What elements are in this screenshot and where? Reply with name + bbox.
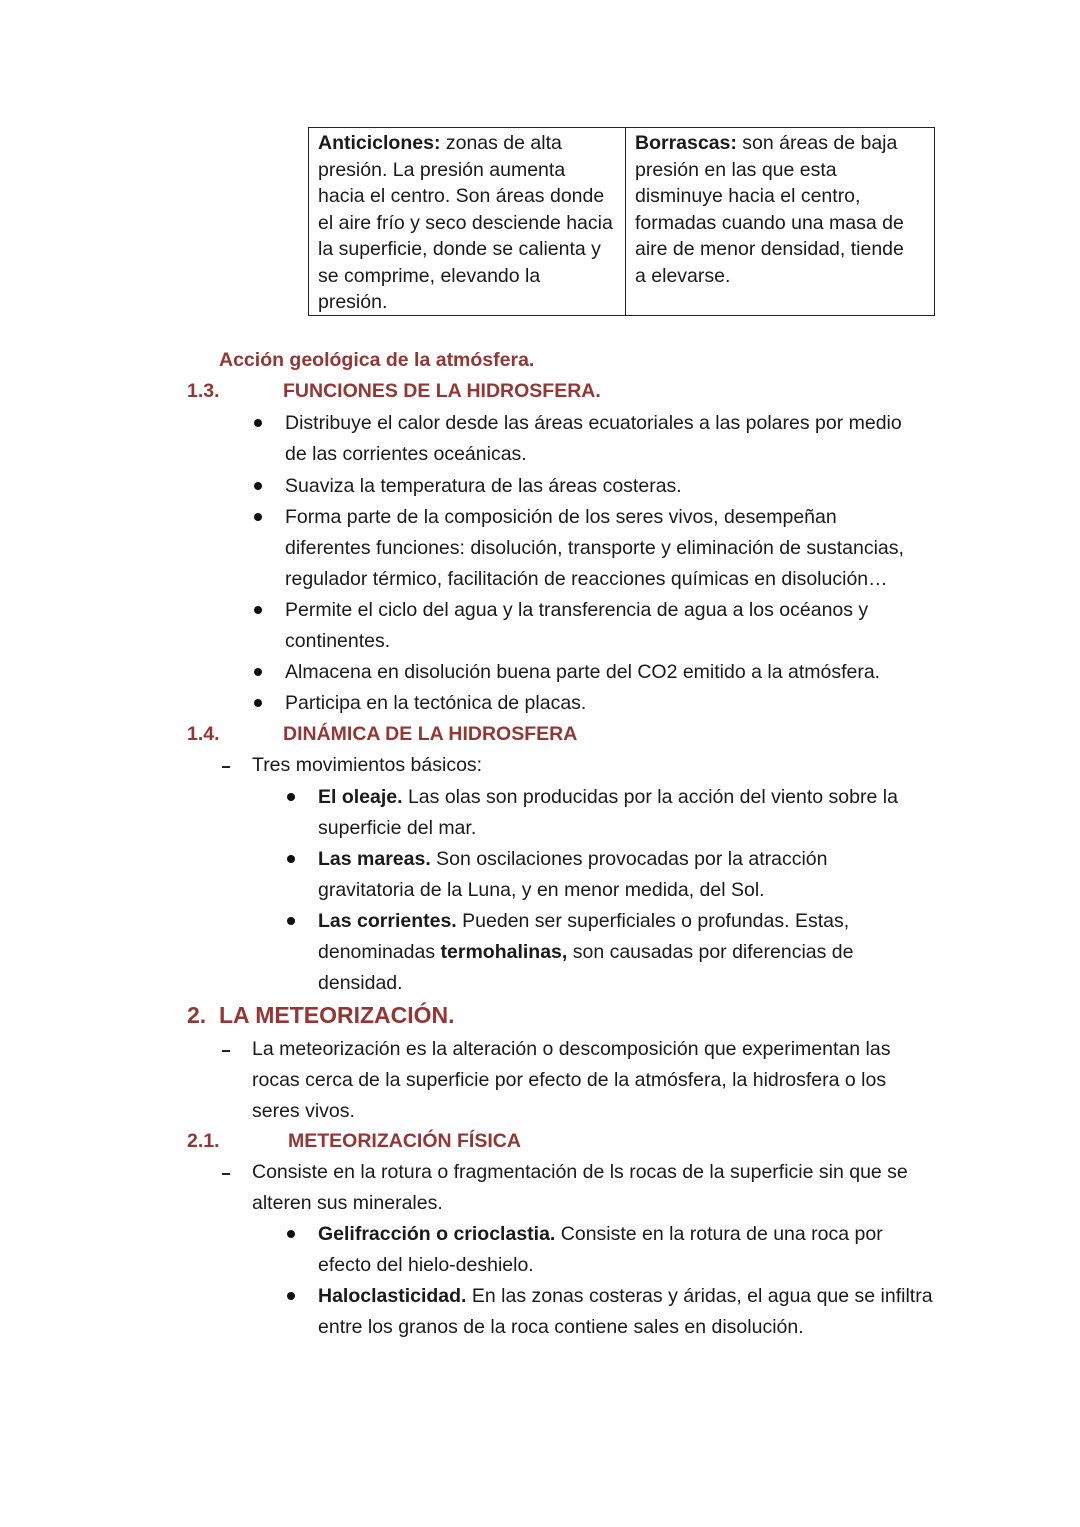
- heading-meteorizacion-fisica: METEORIZACIÓN FÍSICA: [288, 1130, 521, 1152]
- list-item: Participa en la tectónica de placas.: [285, 692, 587, 714]
- list-item-haloclasticidad: [318, 1283, 933, 1309]
- list-item-cont: superficie del mar.: [318, 817, 477, 839]
- text-line: hacia el centro. Son áreas donde: [318, 185, 605, 207]
- text-line: son áreas de baja: [736, 132, 898, 154]
- list-item-cont: [318, 939, 854, 965]
- text-line: presión en las que esta: [635, 158, 837, 181]
- paragraph-line: Consiste en la rotura o fragmentación de ls rocas de la superficie sin que se: [252, 1161, 908, 1183]
- list-item: Permite el ciclo del agua y la transferencia de agua a los océanos y: [285, 599, 869, 621]
- list-item-oleaje: [318, 784, 898, 810]
- text-line: se comprime, elevando la: [318, 264, 541, 287]
- section-number-1-4: 1.4.: [187, 723, 220, 745]
- dash-icon: [222, 1050, 230, 1052]
- text: son causadas por diferencias de: [567, 941, 854, 963]
- paragraph-line: rocas cerca de la superficie por efecto de la atmósfera, la hidrosfera o los: [252, 1069, 887, 1091]
- paragraph-line: La meteorización es la alteración o descomposición que experimentan las: [252, 1038, 891, 1060]
- list-item-mareas: [318, 846, 827, 872]
- list-item-gelifraccion: [318, 1221, 883, 1247]
- list-item-corrientes: [318, 908, 849, 934]
- heading-funciones-hidrosfera: FUNCIONES DE LA HIDROSFERA.: [283, 380, 601, 402]
- text-line: aire de menor densidad, tiende: [635, 238, 904, 260]
- list-item-cont: regulador térmico, facilitación de reacciones químicas en disolución…: [285, 568, 888, 590]
- text-line: presión. La presión aumenta: [318, 158, 566, 181]
- bullet-icon: [287, 917, 295, 925]
- bullet-icon: [254, 482, 262, 490]
- bullet-icon: [254, 606, 262, 614]
- list-item: Almacena en disolución buena parte del CO2 emitido a la atmósfera.: [285, 661, 881, 683]
- term: Haloclasticidad.: [318, 1285, 467, 1307]
- list-item-cont: continentes.: [285, 630, 391, 652]
- list-item: Distribuye el calor desde las áreas ecuatoriales a las polares por medio: [285, 412, 902, 434]
- bullet-icon: [254, 668, 262, 676]
- dash-icon: [222, 1173, 230, 1175]
- term-borrascas: Borrascas:: [635, 132, 737, 154]
- paragraph-line: alteren sus minerales.: [252, 1192, 443, 1214]
- term: Las corrientes.: [318, 910, 457, 932]
- bullet-icon: [287, 793, 295, 801]
- term-anticiclones: Anticiclones:: [318, 132, 441, 154]
- section-number-2-1: 2.1.: [187, 1130, 220, 1152]
- bullet-icon: [287, 1230, 295, 1238]
- text: Consiste en la rotura de una roca por: [555, 1223, 883, 1245]
- heading-dinamica-hidrosfera: DINÁMICA DE LA HIDROSFERA: [283, 723, 578, 745]
- text-line: formadas cuando una masa de: [635, 211, 904, 234]
- text-line: a elevarse.: [635, 264, 731, 287]
- term-termohalinas: termohalinas,: [440, 941, 568, 963]
- section-number-1-3: 1.3.: [187, 380, 220, 402]
- paragraph-line: seres vivos.: [252, 1100, 355, 1122]
- section-number-2: 2.: [187, 1002, 207, 1028]
- list-item: Forma parte de la composición de los seres vivos, desempeñan: [285, 506, 837, 528]
- text: Pueden ser superficiales o profundas. Estas,: [456, 910, 850, 932]
- text: Las olas son producidas por la acción del viento sobre la: [402, 786, 898, 808]
- term: Gelifracción o crioclastia.: [318, 1223, 556, 1245]
- text: En las zonas costeras y áridas, el agua que se infiltra: [466, 1285, 933, 1307]
- list-item-cont: efecto del hielo-deshielo.: [318, 1254, 534, 1276]
- list-item-cont: diferentes funciones: disolución, transporte y eliminación de sustancias,: [285, 537, 904, 559]
- table-cell-anticiclones: [309, 128, 626, 315]
- bullet-icon: [287, 1292, 295, 1300]
- table-cell-borrascas: [626, 128, 934, 315]
- text-line: la superficie, donde se calienta y: [318, 238, 601, 260]
- bullet-icon: [254, 513, 262, 521]
- text-line: zonas de alta: [440, 132, 562, 154]
- list-item-cont: de las corrientes oceánicas.: [285, 443, 527, 465]
- intro-text: Tres movimientos básicos:: [252, 754, 483, 776]
- text: denominadas: [318, 941, 441, 963]
- heading-accion-geologica: Acción geológica de la atmósfera.: [219, 349, 535, 371]
- text: Son oscilaciones provocadas por la atracción: [430, 848, 828, 870]
- text-line: disminuye hacia el centro,: [635, 185, 861, 207]
- bullet-icon: [254, 419, 262, 427]
- pressure-comparison-table: [308, 127, 935, 316]
- term: Las mareas.: [318, 848, 431, 870]
- text-line: el aire frío y seco desciende hacia: [318, 211, 613, 234]
- bullet-icon: [287, 855, 295, 863]
- heading-meteorizacion: LA METEORIZACIÓN.: [219, 1002, 455, 1028]
- list-item-cont: entre los granos de la roca contiene sales en disolución.: [318, 1316, 804, 1338]
- bullet-icon: [254, 699, 262, 707]
- dash-icon: [222, 766, 230, 768]
- text-line: presión.: [318, 291, 388, 313]
- list-item-cont: densidad.: [318, 972, 403, 994]
- list-item: Suaviza la temperatura de las áreas costeras.: [285, 475, 682, 497]
- term: El oleaje.: [318, 786, 403, 808]
- list-item-cont: gravitatoria de la Luna, y en menor medida, del Sol.: [318, 879, 765, 901]
